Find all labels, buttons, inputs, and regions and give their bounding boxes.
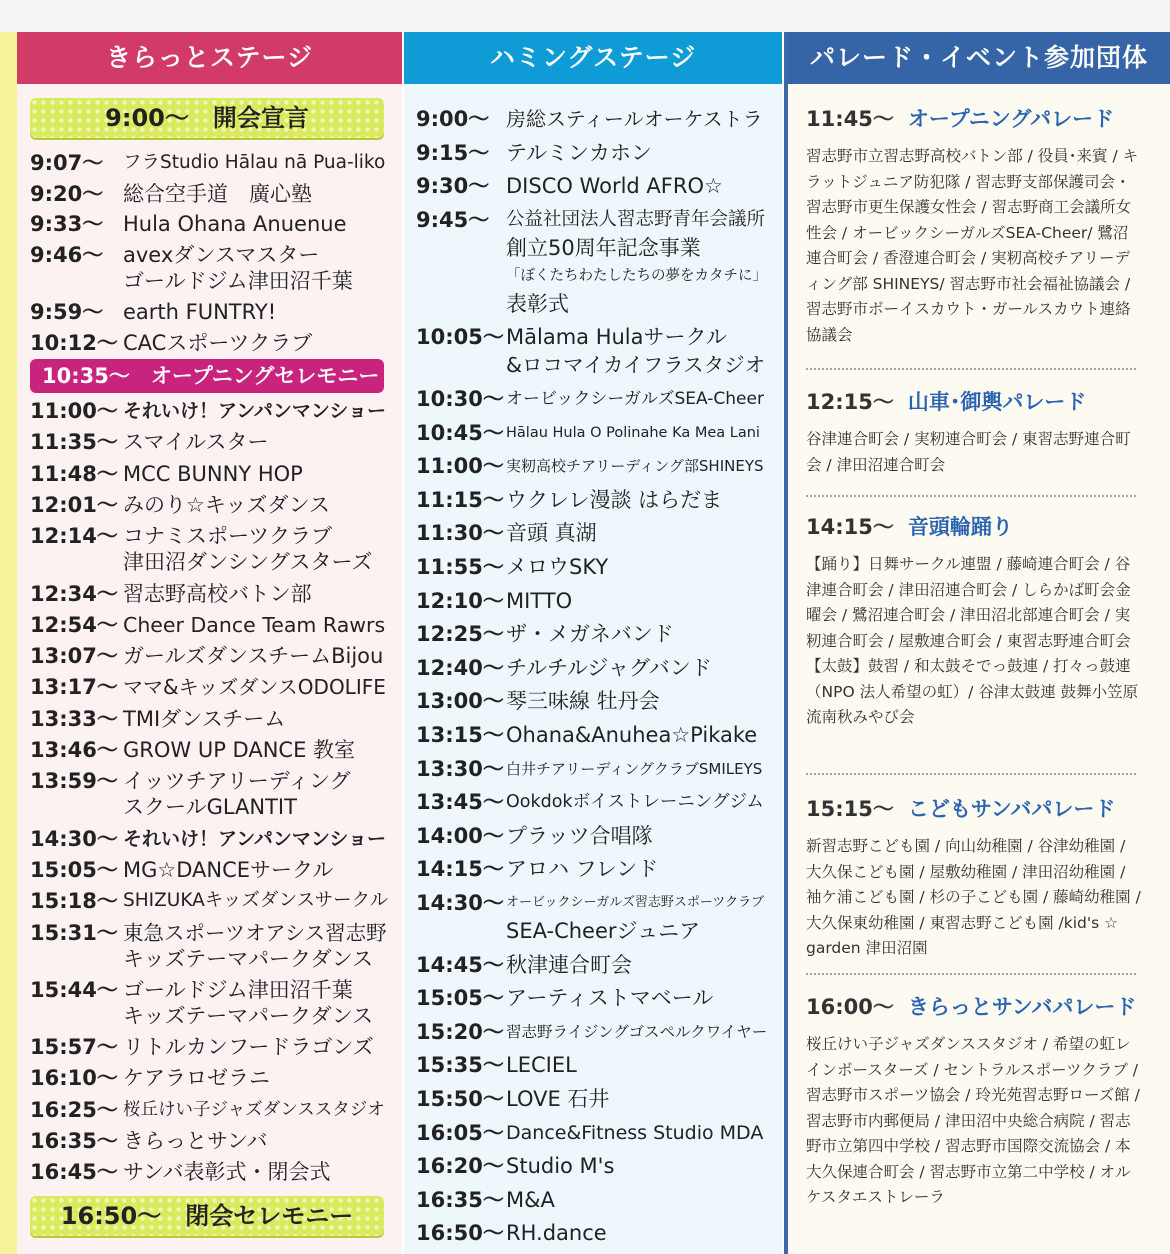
- performance-time: 13:17〜: [30, 675, 118, 700]
- parade-title: オープニングパレード: [907, 107, 1115, 131]
- dotted-divider: [806, 495, 1136, 497]
- performance-time: 9:46〜: [30, 243, 104, 268]
- parade-title: 山車･御輿パレード: [907, 390, 1087, 414]
- performance-time: 13:30〜: [416, 756, 504, 781]
- parade-title: 音頭輪踊り: [907, 515, 1013, 539]
- performance-time: 11:00〜: [30, 399, 118, 423]
- performance-time: 12:54〜: [30, 612, 118, 637]
- performer-name: サンバ表彰式・閉会式: [123, 1160, 331, 1185]
- parade-time: 14:15〜: [806, 515, 894, 539]
- performance-time: 9:00〜: [416, 107, 490, 131]
- performance-time: 9:07〜: [30, 151, 104, 175]
- dotted-divider: [806, 973, 1136, 975]
- performance-time: 15:44〜: [30, 977, 118, 1002]
- performance-time: 9:59〜: [30, 299, 104, 324]
- parade-section-opening: [806, 104, 1142, 348]
- performance-time: 16:25〜: [30, 1097, 118, 1122]
- performer-name: &ロコマイカイフラスタジオ: [506, 353, 766, 378]
- performance-time: 14:00〜: [416, 823, 504, 848]
- parade-section-dashi: [806, 387, 1142, 478]
- performer-name: プラッツ合唱隊: [506, 823, 653, 848]
- performance-time: 11:55〜: [416, 555, 504, 579]
- performance-time: 10:45〜: [416, 420, 504, 445]
- parade-title: きらっとサンバパレード: [907, 995, 1137, 1019]
- performance-time: 9:45〜: [416, 207, 490, 232]
- parade-section-kids-samba: [806, 794, 1142, 962]
- performance-time: 12:40〜: [416, 655, 504, 680]
- dotted-divider: [806, 773, 1136, 775]
- performance-time: 15:20〜: [416, 1019, 504, 1044]
- parade-time: 11:45〜: [806, 107, 894, 131]
- performer-name: 実籾高校チアリーディング部SHINEYS: [506, 457, 764, 476]
- performer-name: それいけ！アンパンマンショー: [123, 827, 387, 850]
- performance-time: 13:00〜: [416, 689, 504, 714]
- performer-name: オービックシーガルズSEA-Cheer: [506, 389, 764, 409]
- performance-time: 16:05〜: [416, 1120, 504, 1145]
- performer-name: 習志野ライジングゴスペルクワイヤー: [506, 1022, 768, 1041]
- performer-name: MG☆DANCEサークル: [123, 857, 334, 882]
- performance-time: 12:25〜: [416, 622, 504, 647]
- performer-name: Hālau Hula O Polinahe Ka Mea Lani: [506, 424, 760, 441]
- performance-time: 15:18〜: [30, 889, 118, 914]
- performer-name: SEA-Cheerジュニア: [506, 919, 701, 943]
- performance-time: 12:10〜: [416, 588, 504, 613]
- performance-time: 11:35〜: [30, 430, 118, 455]
- performance-time: 15:31〜: [30, 920, 118, 945]
- performance-time: 11:15〜: [416, 487, 504, 512]
- performance-time: 15:05〜: [416, 986, 504, 1011]
- performer-name: 琴三味線 牡丹会: [506, 689, 660, 714]
- performer-name: スクールGLANTIT: [123, 795, 297, 820]
- parade-participants: 新習志野こども園 / 向山幼稚園 / 谷津幼稚園 / 大久保こども園 / 屋敷幼稚園 / 津田沼幼稚園 / 袖ケ浦こども園 / 杉の子こども園 / 藤崎幼稚園 / 大久保東幼稚園 / 東習志野こども園 /kid's ☆ garden 津田沼園: [806, 837, 1141, 957]
- left-strip: [0, 32, 17, 1254]
- top-strip: [0, 0, 1170, 32]
- performance-time: 13:15〜: [416, 723, 504, 747]
- performer-name: リトルカンフードラゴンズ: [123, 1035, 374, 1060]
- performance-time: 10:12〜: [30, 330, 118, 355]
- performer-name: GROW UP DANCE 教室: [123, 738, 356, 762]
- parade-column: [784, 32, 1170, 1254]
- performer-name: Hula Ohana Anuenue: [123, 212, 347, 237]
- performer-name: チルチルジャグバンド: [506, 655, 712, 680]
- performer-name: 創立50周年記念事業: [506, 235, 701, 260]
- performer-name: DISCO World AFRO☆: [506, 174, 723, 199]
- stage-b-column: [404, 32, 782, 1254]
- performer-name: 総合空手道 廣心塾: [123, 181, 312, 206]
- performer-name: 桜丘けい子ジャズダンススタジオ: [123, 1099, 385, 1120]
- performer-name: Cheer Dance Team Rawrs: [123, 612, 386, 637]
- performer-name: 「ぼくたちわたしたちの夢をカタチに」: [506, 267, 767, 284]
- performance-time: 9:33〜: [30, 212, 104, 237]
- parade-participants-taiko: 【太鼓】鼓習 / 和太鼓そでっ鼓連 / 打々っ鼓連（NPO 法人希望の虹）/ 谷津太鼓連 鼓舞小笠原流南秋みやび会: [806, 657, 1139, 726]
- performance-time: 16:35〜: [416, 1187, 504, 1212]
- parade-section-kiratto-samba: [806, 992, 1142, 1211]
- closing-ceremony-box: 16:50〜 閉会セレモニー: [30, 1196, 384, 1236]
- performance-time: 12:01〜: [30, 492, 118, 517]
- parade-time: 12:15〜: [806, 390, 894, 414]
- performance-time: 11:48〜: [30, 461, 118, 486]
- performer-name: avexダンスマスター: [123, 243, 320, 268]
- performer-name: 秋津連合町会: [506, 952, 632, 977]
- performance-time: 13:46〜: [30, 738, 118, 762]
- parade-title: こどもサンバパレード: [907, 797, 1116, 821]
- performer-name: アーティストマベール: [506, 986, 714, 1011]
- performance-time: 15:05〜: [30, 857, 118, 882]
- performer-name: 音頭 真湖: [506, 521, 597, 546]
- performer-name: フラStudio Hālau nā Pua-liko: [123, 152, 386, 173]
- performer-name: ガールズダンスチームBijou: [123, 644, 384, 669]
- performance-time: 13:33〜: [30, 706, 118, 731]
- performance-time: 12:14〜: [30, 524, 118, 549]
- performer-name: Ookdokボイストレーニングジム: [506, 792, 764, 813]
- performer-name: LOVE 石井: [506, 1087, 610, 1111]
- performance-time: 13:07〜: [30, 644, 118, 669]
- parade-participants: 桜丘けい子ジャズダンススタジオ / 希望の虹レインボースターズ / セントラルスポーツクラブ / 習志野市スポーツ協会 / 玲光苑習志野ローズ館 / 習志野市内郵便局 / 津田沼中央総合病院 / 習志野市立第四中学校 / 習志野市国際交流協会 / 本大久保連合町会 / 習志野市立第二中学校 / オルケスタエストレーラ: [806, 1035, 1140, 1206]
- performer-name: LECIEL: [506, 1053, 577, 1078]
- performance-time: 14:30〜: [30, 826, 118, 851]
- performer-name: キッズテーマパークダンス: [123, 1003, 374, 1028]
- performance-time: 16:45〜: [30, 1160, 118, 1185]
- performer-name: メロウSKY: [506, 555, 609, 579]
- performance-time: 16:50〜: [416, 1221, 504, 1246]
- performer-name: イッツチアリーディング: [123, 769, 351, 794]
- performance-time: 16:10〜: [30, 1066, 118, 1091]
- performer-name: 東急スポーツオアシス習志野: [123, 920, 387, 945]
- parade-participants: 谷津連合町会 / 実籾連合町会 / 東習志野連合町会 / 津田沼連合町会: [806, 430, 1131, 474]
- performer-name: 習志野高校バトン部: [123, 581, 312, 606]
- performance-time: 9:30〜: [416, 174, 490, 199]
- performer-name: 房総スティールオーケストラ: [506, 107, 763, 131]
- performer-name: RH.dance: [506, 1221, 607, 1246]
- performer-name: 津田沼ダンシングスターズ: [123, 550, 373, 575]
- opening-ceremony-box: 10:35〜 オープニングセレモニー: [30, 359, 384, 393]
- performer-name: MCC BUNNY HOP: [123, 461, 303, 486]
- performer-name: ウクレレ漫談 はらだま: [506, 487, 723, 512]
- performance-time: 14:30〜: [416, 891, 504, 915]
- parade-header: パレード・イベント参加団体: [788, 32, 1170, 84]
- dotted-divider: [806, 368, 1136, 370]
- performer-name: Ohana&Anuhea☆Pikake: [506, 723, 758, 747]
- performer-name: SHIZUKAキッズダンスサークル: [123, 890, 389, 912]
- performer-name: Mālama Hulaサークル: [506, 325, 727, 350]
- performer-name: みのり☆キッズダンス: [123, 492, 330, 517]
- parade-participants: 【踊り】日舞サークル連盟 / 藤崎連合町会 / 谷津連合町会 / 津田沼連合町会 / しらかば町会金曜会 / 鷺沼連合町会 / 津田沼北部連合町会 / 実籾連合町会 / 屋敷連合町会 / 東習志野連合町会: [806, 555, 1131, 650]
- performer-name: Dance&Fitness Studio MDA: [506, 1121, 764, 1144]
- performance-time: 9:20〜: [30, 181, 104, 206]
- performance-time: 10:05〜: [416, 325, 504, 350]
- performance-time: 15:50〜: [416, 1087, 504, 1111]
- performance-time: 16:20〜: [416, 1154, 504, 1179]
- performer-name: ケアラロゼラニ: [123, 1066, 270, 1091]
- performer-name: コナミスポーツクラブ: [123, 524, 332, 549]
- performance-time: 16:35〜: [30, 1129, 118, 1153]
- performer-name: M&A: [506, 1187, 555, 1212]
- performer-name: きらっとサンバ: [123, 1129, 268, 1153]
- performance-time: 13:59〜: [30, 769, 118, 794]
- parade-time: 16:00〜: [806, 995, 894, 1019]
- performer-name: ママ&キッズダンスODOLIFE: [123, 675, 386, 700]
- performance-time: 15:57〜: [30, 1035, 118, 1060]
- performer-name: earth FUNTRY!: [123, 299, 277, 324]
- performer-name: CACスポーツクラブ: [123, 330, 313, 355]
- performer-name: オービックシーガルズ習志野スポーツクラブ: [506, 895, 765, 910]
- opening-declaration-box: 9:00〜 開会宣言: [30, 98, 384, 138]
- performer-name: 公益社団法人習志野青年会議所: [506, 208, 766, 230]
- performance-time: 12:34〜: [30, 581, 118, 606]
- performance-time: 11:00〜: [416, 454, 504, 479]
- performance-time: 14:15〜: [416, 857, 504, 882]
- performer-name: ゴールドジム津田沼千葉: [123, 269, 353, 294]
- stage-b-header: ハミングステージ: [404, 32, 782, 84]
- parade-time: 15:15〜: [806, 797, 894, 821]
- stage-a-column: [17, 32, 402, 1254]
- parade-participants: 習志野市立習志野高校バトン部 / 役員･来賓 / キラットジュニア防犯隊 / 習志野支部保護司会・習志野市更生保護女性会 / 習志野商工会議所女性会 / オービックシーガルズSEA-Cheer/ 鷺沼連合町会 / 香澄連合町会 / 実籾高校チアリーディング部 SHINEYS/ 習志野市社会福祉協議会 / 習志野市ボーイスカウト・ガールスカウト連絡協議会: [806, 147, 1139, 344]
- stage-a-header: きらっとステージ: [17, 32, 402, 84]
- performer-name: 表彰式: [506, 291, 569, 316]
- performer-name: TMIダンスチーム: [123, 706, 286, 731]
- performer-name: キッズテーマパークダンス: [123, 946, 374, 971]
- performer-name: ザ・メガネバンド: [506, 622, 674, 647]
- performance-time: 10:30〜: [416, 387, 504, 411]
- performer-name: それいけ！アンパンマンショー: [123, 400, 387, 422]
- performer-name: アロハ フレンド: [506, 857, 659, 882]
- performer-name: Studio M's: [506, 1154, 615, 1179]
- performer-name: ゴールドジム津田沼千葉: [123, 977, 353, 1002]
- performance-time: 9:15〜: [416, 140, 490, 165]
- parade-section-ondo: [806, 512, 1142, 731]
- performance-time: 11:30〜: [416, 521, 504, 546]
- performer-name: MITTO: [506, 588, 573, 613]
- performance-time: 13:45〜: [416, 790, 504, 815]
- performer-name: テルミンカホン: [506, 140, 652, 165]
- performance-time: 14:45〜: [416, 952, 504, 977]
- performer-name: 白井チアリーディングクラブSMILEYS: [506, 759, 763, 778]
- performance-time: 15:35〜: [416, 1053, 504, 1078]
- performer-name: スマイルスター: [123, 430, 269, 455]
